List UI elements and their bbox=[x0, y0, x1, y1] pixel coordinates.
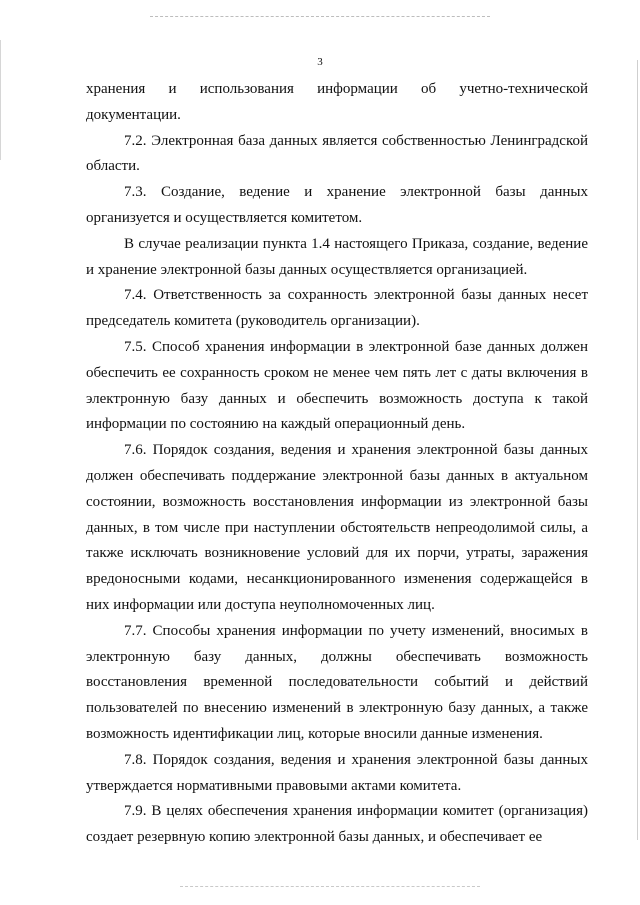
paragraph-7-3: 7.3. Создание, ведение и хранение электронной базы данных организуется и осуществляется комитетом. bbox=[86, 184, 588, 226]
paragraph-7-4: 7.4. Ответственность за сохранность электронной базы данных несет председатель комитета (руководитель организации). bbox=[86, 287, 588, 330]
paragraph-7-9: 7.9. В целях обеспечения хранения информации комитет (организация) создает резервную копию электронной базы данных, и обеспечивает ее bbox=[86, 803, 588, 846]
document-body bbox=[86, 77, 588, 851]
paragraph-continuation: хранения и использования информации об учетно-технической документации. bbox=[86, 81, 588, 123]
paragraph-7-6: 7.6. Порядок создания, ведения и хранения электронной базы данных должен обеспечивать поддержание электронной базы данных в актуальном состоянии, возможность восстановления информации из электронной базы данных, в том числе при наступлении обстоятельств непреодолимой силы, а также исключать возникновение условий для их порчи, утраты, заражения вредоносными кодами, несанкционированного изменения содержащейся в них информации или доступа неуполномоченных лиц. bbox=[86, 442, 588, 613]
scan-edge-bottom bbox=[180, 886, 480, 887]
paragraph-7-3-note: В случае реализации пункта 1.4 настоящего Приказа, создание, ведение и хранение электронной базы данных осуществляется организацией. bbox=[86, 235, 588, 278]
paragraph-7-8: 7.8. Порядок создания, ведения и хранения электронной базы данных утверждается нормативными правовыми актами комитета. bbox=[86, 751, 588, 794]
paragraph-7-7: 7.7. Способы хранения информации по учету изменений, вносимых в электронную базу данных, должны обеспечивать возможность восстановления временной последовательности событий и действий пользователей по внесению изменений в электронную базу данных, а также возможность идентификации лиц, которые вносили данные изменения. bbox=[86, 622, 588, 742]
page-number: 3 bbox=[317, 56, 323, 68]
scan-edge-right bbox=[637, 60, 638, 840]
paragraph-7-2: 7.2. Электронная база данных является собственностью Ленинградской области. bbox=[86, 132, 588, 175]
scan-edge-top bbox=[150, 16, 490, 17]
paragraph-7-5: 7.5. Способ хранения информации в электронной базе данных должен обеспечить ее сохранность сроком не менее чем пять лет с даты включения в электронную базу данных и обеспечить возможность доступа к такой информации по состоянию на каждый операционный день. bbox=[86, 338, 588, 433]
